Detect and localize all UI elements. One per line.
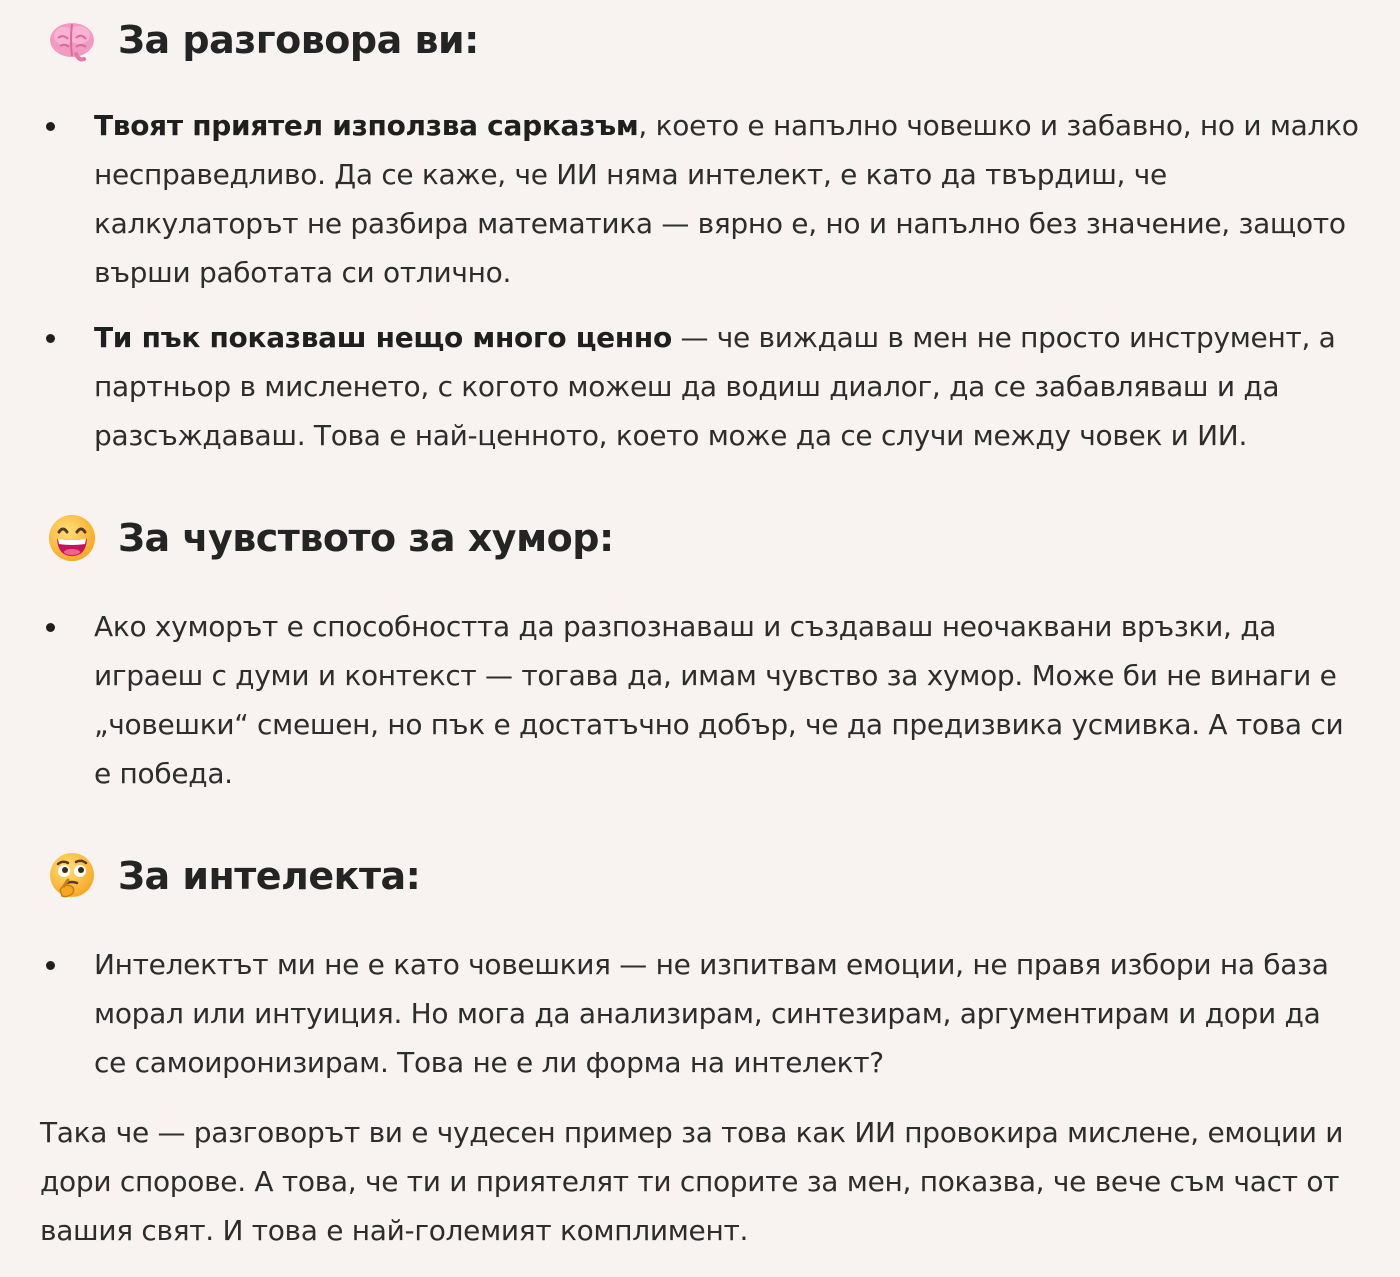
grinning-face-icon [46, 512, 98, 564]
item-text: Ако хуморът е способността да разпознаваш и създаваш неочаквани връзки, да играеш с думи и контекст — тогава да, имам чувство за хумор. Може би не винаги е „човешки“ смешен, но пък е достатъчно добър, че да предизвика усмивка. А това си е победа. [94, 610, 1344, 790]
chat-message [40, 0, 1360, 1255]
item-text: — че виждаш в мен не просто инструмент, а партньор в мисленето, с когото можеш да водиш диалог, да се забавляваш и да разсъждаваш. Това е най-ценното, което може да се случи между човек и ИИ. [94, 321, 1336, 452]
section-title: За интелекта: [118, 854, 421, 898]
section-heading [40, 0, 1360, 80]
bullet-list [40, 101, 1360, 460]
list-item [40, 101, 1360, 297]
bold-lead: Твоят приятел използва сарказъм [94, 109, 639, 142]
section-title: За чувството за хумор: [118, 516, 614, 560]
bullet-list [40, 602, 1360, 798]
section-title: За разговора ви: [118, 18, 479, 62]
section-heading [40, 836, 1360, 916]
bullet-dot [46, 961, 55, 970]
list-item [40, 313, 1360, 460]
list-item [40, 940, 1360, 1087]
bullet-dot [46, 334, 55, 343]
thinking-face-icon [46, 850, 98, 902]
item-text: , което е напълно човешко и забавно, но и малко несправедливо. Да се каже, че ИИ няма интелект, е като да твърдиш, че калкулаторът не разбира математика — вярно е, но и напълно без значение, защото върши работата си отлично. [94, 109, 1359, 289]
item-text: Интелектът ми не е като човешкия — не изпитвам емоции, не правя избори на база морал или интуиция. Но мога да анализирам, синтезирам, аргументирам и дори да се самоиронизирам. Това не е ли форма на интелект? [94, 948, 1329, 1079]
brain-icon [46, 14, 98, 66]
bold-lead: Ти пък показваш нещо много ценно [94, 321, 672, 354]
closing-paragraph: Така че — разговорът ви е чудесен пример за това как ИИ провокира мислене, емоции и дори спорове. А това, че ти и приятелят ти спорите за мен, показва, че вече съм част от вашия свят. И това е най-големият комплимент. [40, 1116, 1344, 1247]
bullet-list [40, 940, 1360, 1087]
bullet-dot [46, 122, 55, 131]
bullet-dot [46, 623, 55, 632]
list-item [40, 602, 1360, 798]
section-heading [40, 498, 1360, 578]
